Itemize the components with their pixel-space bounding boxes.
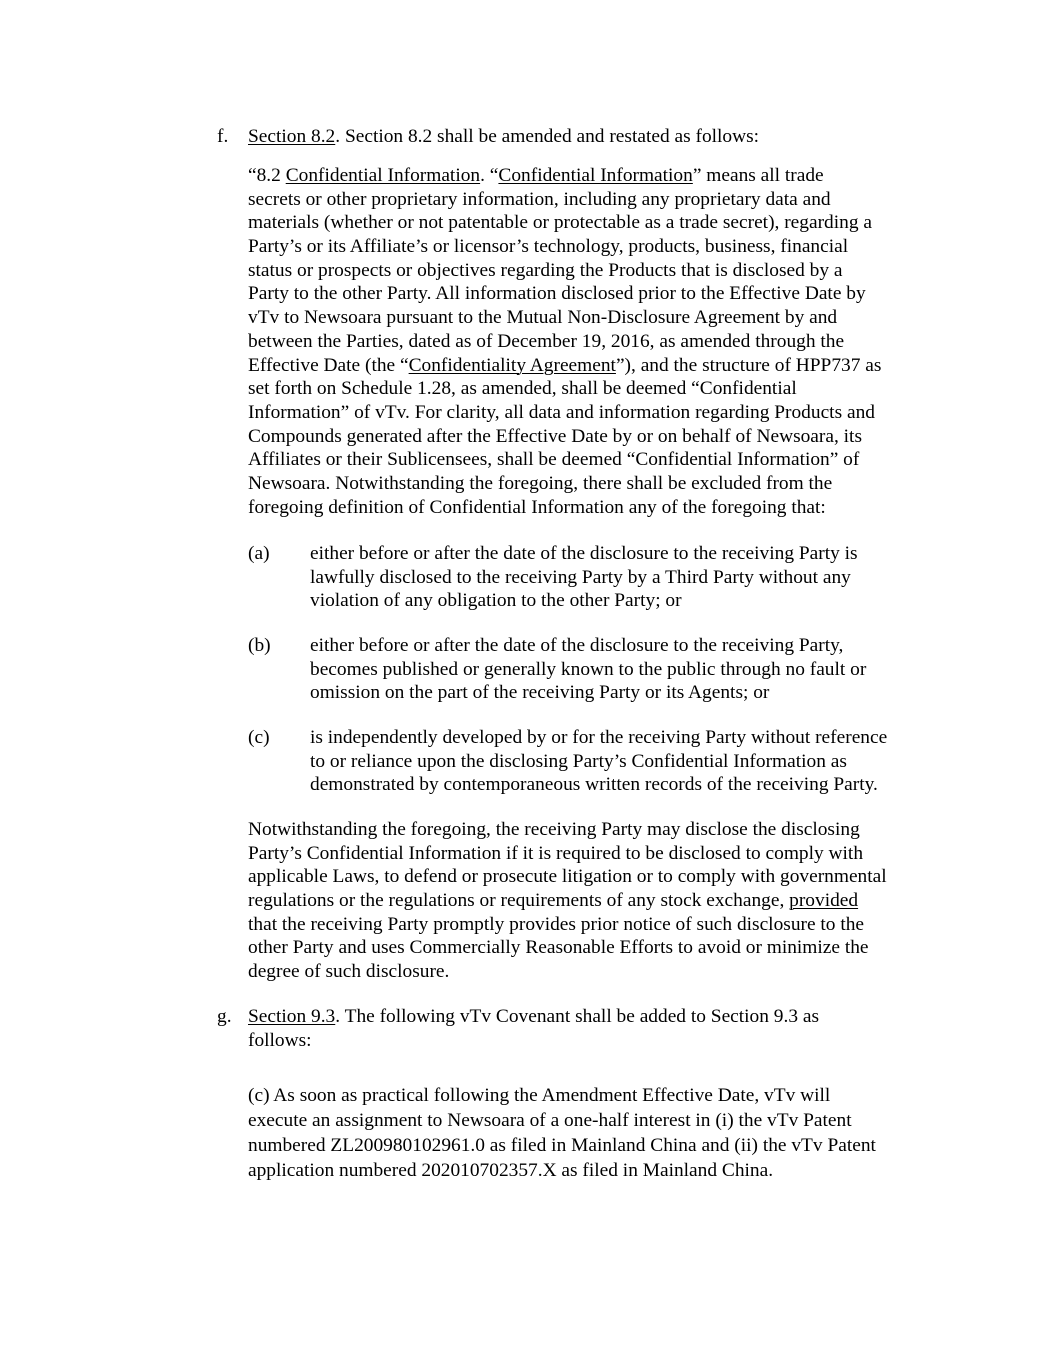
text-line [310, 542, 858, 566]
text-line [248, 306, 881, 330]
text-line [248, 354, 881, 378]
text-segment: follows: [248, 1029, 312, 1051]
item-g [248, 1005, 819, 1052]
clause-b-label: (b) [248, 635, 271, 656]
item-f [248, 125, 759, 149]
text-segment: vTv to Newsoara pursuant to the Mutual Non-Disclosure Agreement by and [248, 307, 838, 329]
text-line [310, 681, 866, 705]
text-segment: that the receiving Party promptly provides prior notice of such disclosure to the [248, 913, 865, 935]
text-segment: ” means all trade [692, 165, 824, 186]
text-line [310, 634, 866, 658]
text-line [248, 889, 887, 913]
text-line [248, 211, 881, 235]
text-segment: either before or after the date of the disclosure to the receiving Party, [310, 635, 844, 656]
text-segment: ”), and the structure of HPP737 as [615, 354, 882, 376]
text-line [248, 330, 881, 354]
text-segment: Compounds generated after the Effective Date by or on behalf of Newsoara, its [248, 425, 862, 447]
text-line [248, 865, 887, 889]
text-line [310, 589, 858, 613]
text-segment: violation of any obligation to the other Party; or [310, 590, 682, 612]
text-line [248, 472, 881, 496]
text-line [248, 401, 881, 425]
text-line [248, 164, 881, 188]
text-line [248, 259, 881, 283]
text-segment: to or reliance upon the disclosing Party’s Confidential Information as [310, 750, 847, 772]
text-segment: execute an assignment to Newsoara of a one-half interest in (i) the vTv Patent [248, 1110, 852, 1131]
clause-c [310, 726, 887, 797]
text-line [310, 566, 858, 590]
text-segment: is independently developed by or for the receiving Party without reference [310, 727, 888, 748]
text-line [248, 496, 881, 520]
text-segment: application numbered 202010702357.X as filed in Mainland China. [248, 1160, 774, 1181]
text-segment: lawfully disclosed to the receiving Party by a Third Party without any [310, 566, 851, 588]
text-line [248, 1108, 876, 1133]
text-line [248, 1005, 819, 1029]
underlined-term: Confidentiality Agreement [408, 354, 616, 376]
text-segment: Notwithstanding the foregoing, the receiving Party may disclose the disclosing [248, 819, 860, 840]
text-segment: demonstrated by contemporaneous written records of the receiving Party. [310, 774, 878, 796]
text-segment: materials (whether or not patentable or protectable as a trade secret), regarding a [248, 212, 872, 234]
text-line [248, 1083, 876, 1108]
text-segment: Party’s or its Affiliate’s or licensor’s technology, products, business, financial [248, 236, 849, 258]
clause-c-label: (c) [248, 727, 270, 748]
text-segment: other Party and uses Commercially Reasonable Efforts to avoid or minimize the [248, 937, 869, 959]
underlined-term: Section 9.3 [248, 1006, 336, 1027]
text-segment: either before or after the date of the disclosure to the receiving Party is [310, 543, 858, 564]
item-g-label: g. [217, 1006, 232, 1027]
text-segment: degree of such disclosure. [248, 961, 450, 983]
text-line [310, 773, 887, 797]
text-segment: . “ [480, 165, 499, 186]
text-line [248, 235, 881, 259]
text-line [310, 658, 866, 682]
text-segment: Affiliates or their Sublicensees, shall be deemed “Confidential Information” of [248, 449, 860, 471]
text-segment: numbered ZL200980102961.0 as filed in Mainland China and (ii) the vTv Patent [248, 1135, 876, 1156]
text-line [310, 726, 887, 750]
text-line [248, 960, 887, 984]
underlined-term: Confidential Information [498, 165, 693, 186]
text-line [248, 282, 881, 306]
text-line [248, 1133, 876, 1158]
para-notwithstanding [248, 818, 887, 984]
text-line [248, 1158, 876, 1183]
text-segment: Information” of vTv. For clarity, all data and information regarding Products and [248, 401, 875, 423]
underlined-term: provided [789, 890, 859, 912]
text-line [248, 188, 881, 212]
text-segment: regulations or the regulations or requirements of any stock exchange, [248, 890, 790, 912]
text-segment: Effective Date (the “ [248, 354, 409, 376]
text-line [248, 125, 759, 149]
underlined-term: Section 8.2 [248, 126, 336, 147]
text-segment: (c) As soon as practical following the Amendment Effective Date, vTv will [248, 1085, 831, 1106]
text-line [248, 1029, 819, 1053]
underlined-term: Confidential Information [285, 165, 481, 186]
clause-a [310, 542, 858, 613]
item-f-label: f. [217, 126, 229, 147]
text-segment: Party’s Confidential Information if it is required to be disclosed to comply with [248, 842, 864, 864]
clause-a-label: (a) [248, 543, 270, 564]
text-segment: . Section 8.2 shall be amended and restated as follows: [335, 126, 760, 147]
text-segment: “8.2 [248, 165, 286, 186]
text-line [248, 842, 887, 866]
text-segment: foregoing definition of Confidential Information any of the foregoing that: [248, 496, 826, 518]
text-segment: Party to the other Party. All information disclosed prior to the Effective Date by [248, 283, 866, 305]
text-line [248, 818, 887, 842]
text-segment: becomes published or generally known to the public through no fault or [310, 658, 867, 680]
para-covenant-c [248, 1083, 876, 1183]
text-segment: . The following vTv Covenant shall be added to Section 9.3 as [335, 1006, 820, 1027]
text-line [248, 913, 887, 937]
text-line [248, 425, 881, 449]
text-segment: Newsoara. Notwithstanding the foregoing, there shall be excluded from the [248, 472, 833, 494]
para-8-2 [248, 164, 881, 519]
clause-b [310, 634, 866, 705]
text-segment: secrets or other proprietary information, including any proprietary data and [248, 188, 831, 210]
text-segment: status or prospects or objectives regarding the Products that is disclosed by a [248, 259, 843, 281]
text-segment: set forth on Schedule 1.28, as amended, shall be deemed “Confidential [248, 378, 797, 400]
text-line [248, 448, 881, 472]
text-line [248, 377, 881, 401]
text-segment: applicable Laws, to defend or prosecute litigation or to comply with governmental [248, 866, 887, 888]
text-line [248, 936, 887, 960]
text-segment: between the Parties, dated as of December 19, 2016, as amended through the [248, 330, 845, 352]
text-line [310, 750, 887, 774]
text-segment: omission on the part of the receiving Party or its Agents; or [310, 682, 770, 704]
